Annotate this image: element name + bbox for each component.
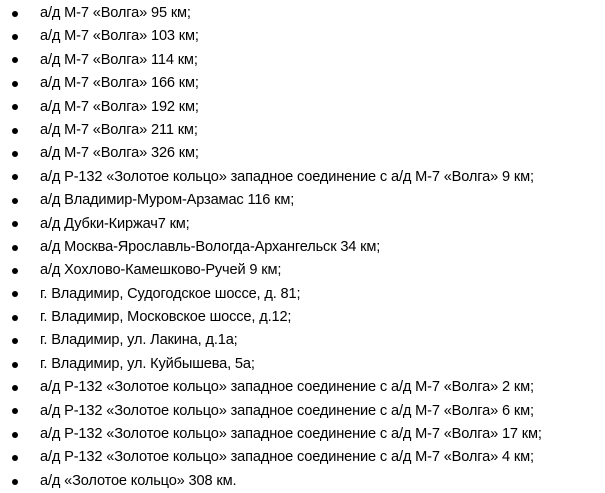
- list-item: [0, 142, 605, 165]
- bullet-icon: [12, 81, 18, 87]
- list-item-text: а/д Р-132 «Золотое кольцо» западное соединение с а/д М-7 «Волга» 4 км;: [40, 449, 534, 466]
- list-item-text: г. Владимир, ул. Куйбышева, 5а;: [40, 355, 255, 372]
- list-item: [0, 96, 605, 119]
- bullet-icon: [12, 128, 18, 134]
- list-item-text: а/д Хохлово-Камешково-Ручей 9 км;: [40, 262, 282, 279]
- list-item-text: а/д Р-132 «Золотое кольцо» западное соединение с а/д М-7 «Волга» 6 км;: [40, 402, 534, 419]
- document-page: [0, 2, 605, 493]
- list-item-text: а/д «Золотое кольцо» 308 км.: [40, 472, 237, 489]
- bullet-icon: [12, 315, 18, 321]
- list-item: [0, 400, 605, 423]
- list-item-text: а/д Р-132 «Золотое кольцо» западное соединение с а/д М-7 «Волга» 2 км;: [40, 379, 534, 396]
- list-item-text: а/д М-7 «Волга» 192 км;: [40, 98, 199, 115]
- list-item: [0, 213, 605, 236]
- bullet-icon: [12, 221, 18, 227]
- bullet-icon: [12, 57, 18, 63]
- list-item: [0, 259, 605, 282]
- bullet-icon: [12, 432, 18, 438]
- bullet-icon: [12, 151, 18, 157]
- list-item: [0, 446, 605, 469]
- list-item: [0, 49, 605, 72]
- list-item: [0, 470, 605, 493]
- bullet-icon: [12, 338, 18, 344]
- bullet-icon: [12, 362, 18, 368]
- list-item: [0, 376, 605, 399]
- list-item-text: а/д Р-132 «Золотое кольцо» западное соединение с а/д М-7 «Волга» 17 км;: [40, 426, 542, 443]
- bullet-icon: [12, 11, 18, 17]
- list-item: [0, 72, 605, 95]
- list-item: [0, 25, 605, 48]
- bullet-icon: [12, 479, 18, 485]
- list-item-text: а/д Москва-Ярославль-Вологда-Архангельск 34 км;: [40, 238, 381, 255]
- bullet-icon: [12, 385, 18, 391]
- list-item: [0, 2, 605, 25]
- list-item-text: г. Владимир, ул. Лакина, д.1а;: [40, 332, 238, 349]
- list-item-text: а/д М-7 «Волга» 103 км;: [40, 28, 199, 45]
- list-item: [0, 283, 605, 306]
- list-item-text: а/д Дубки-Киржач7 км;: [40, 215, 190, 232]
- list-item-text: г. Владимир, Московское шоссе, д.12;: [40, 309, 292, 326]
- list-item: [0, 306, 605, 329]
- list-item-text: а/д М-7 «Волга» 95 км;: [40, 5, 191, 21]
- list-item-text: а/д М-7 «Волга» 326 км;: [40, 145, 199, 162]
- list-item-text: а/д М-7 «Волга» 166 км;: [40, 75, 199, 92]
- bullet-icon: [12, 104, 18, 110]
- list-item: [0, 329, 605, 352]
- bullet-icon: [12, 268, 18, 274]
- list-item: [0, 423, 605, 446]
- bullet-icon: [12, 198, 18, 204]
- list-item: [0, 353, 605, 376]
- list-item-text: а/д М-7 «Волга» 114 км;: [40, 51, 198, 68]
- bullet-icon: [12, 174, 18, 180]
- bullet-icon: [12, 34, 18, 40]
- bulleted-list: [0, 2, 605, 493]
- list-item: [0, 236, 605, 259]
- bullet-icon: [12, 245, 18, 251]
- bullet-icon: [12, 455, 18, 461]
- list-item-text: а/д Владимир-Муром-Арзамас 116 км;: [40, 192, 295, 209]
- list-item: [0, 189, 605, 212]
- list-item: [0, 119, 605, 142]
- bullet-icon: [12, 408, 18, 414]
- list-item-text: а/д Р-132 «Золотое кольцо» западное соединение с а/д М-7 «Волга» 9 км;: [40, 168, 534, 185]
- bullet-icon: [12, 291, 18, 297]
- list-item-text: а/д М-7 «Волга» 211 км;: [40, 121, 198, 138]
- list-item-text: г. Владимир, Судогодское шоссе, д. 81;: [40, 285, 301, 302]
- list-item: [0, 166, 605, 189]
